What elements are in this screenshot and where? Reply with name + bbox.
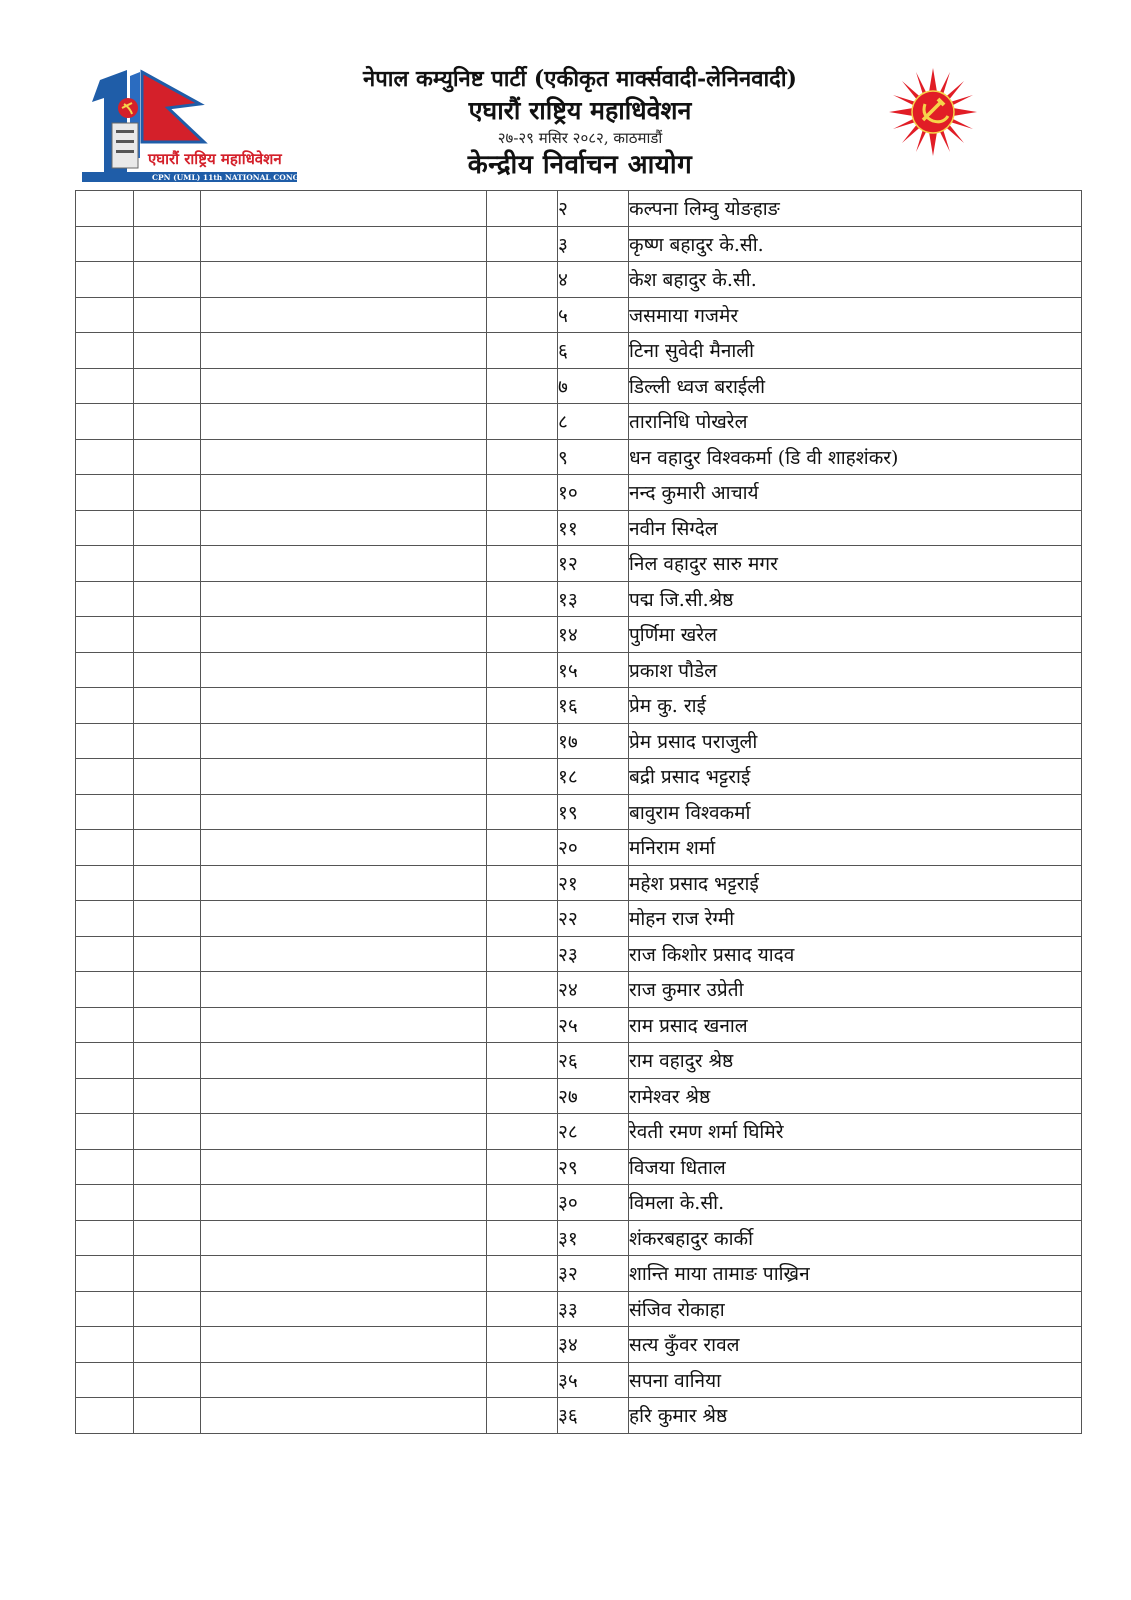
empty-cell bbox=[201, 191, 487, 227]
empty-cell bbox=[487, 439, 558, 475]
empty-cell bbox=[76, 226, 134, 262]
empty-cell bbox=[76, 830, 134, 866]
serial-number: ३ bbox=[558, 226, 629, 262]
table-row bbox=[76, 830, 1082, 866]
empty-cell bbox=[201, 936, 487, 972]
empty-cell bbox=[201, 794, 487, 830]
empty-cell bbox=[201, 759, 487, 795]
empty-cell bbox=[487, 297, 558, 333]
empty-cell bbox=[134, 1362, 201, 1398]
empty-cell bbox=[76, 1256, 134, 1292]
table-row bbox=[76, 1114, 1082, 1150]
table-row bbox=[76, 617, 1082, 653]
empty-cell bbox=[76, 439, 134, 475]
empty-cell bbox=[134, 404, 201, 440]
logo-caption-en: CPN (UML) 11th NATIONAL CONGRESS bbox=[152, 173, 322, 182]
empty-cell bbox=[487, 1362, 558, 1398]
serial-number: २५ bbox=[558, 1007, 629, 1043]
serial-number: ५ bbox=[558, 297, 629, 333]
candidate-name: प्रेम कु. राई bbox=[629, 688, 1082, 724]
serial-number: १० bbox=[558, 475, 629, 511]
candidate-name: धन वहादुर विश्वकर्मा (डि वी शाहशंकर) bbox=[629, 439, 1082, 475]
empty-cell bbox=[487, 1398, 558, 1434]
table-row bbox=[76, 226, 1082, 262]
empty-cell bbox=[134, 439, 201, 475]
empty-cell bbox=[134, 759, 201, 795]
table-row bbox=[76, 1185, 1082, 1221]
empty-cell bbox=[134, 1078, 201, 1114]
empty-cell bbox=[487, 368, 558, 404]
empty-cell bbox=[487, 404, 558, 440]
table-row bbox=[76, 191, 1082, 227]
table-row bbox=[76, 297, 1082, 333]
candidate-name: प्रकाश पौडेल bbox=[629, 652, 1082, 688]
empty-cell bbox=[76, 901, 134, 937]
empty-cell bbox=[487, 191, 558, 227]
empty-cell bbox=[134, 865, 201, 901]
empty-cell bbox=[201, 297, 487, 333]
empty-cell bbox=[201, 688, 487, 724]
empty-cell bbox=[487, 1007, 558, 1043]
empty-cell bbox=[201, 865, 487, 901]
empty-cell bbox=[76, 333, 134, 369]
empty-cell bbox=[134, 1114, 201, 1150]
empty-cell bbox=[487, 546, 558, 582]
document-header bbox=[0, 0, 1131, 190]
serial-number: १६ bbox=[558, 688, 629, 724]
empty-cell bbox=[201, 652, 487, 688]
empty-cell bbox=[76, 546, 134, 582]
serial-number: १४ bbox=[558, 617, 629, 653]
serial-number: ८ bbox=[558, 404, 629, 440]
empty-cell bbox=[201, 1362, 487, 1398]
empty-cell bbox=[76, 510, 134, 546]
empty-cell bbox=[76, 652, 134, 688]
candidate-name: जसमाया गजमेर bbox=[629, 297, 1082, 333]
empty-cell bbox=[76, 1149, 134, 1185]
empty-cell bbox=[134, 475, 201, 511]
empty-cell bbox=[134, 191, 201, 227]
table-row bbox=[76, 865, 1082, 901]
table-row bbox=[76, 1007, 1082, 1043]
serial-number: २३ bbox=[558, 936, 629, 972]
candidate-name: हरि कुमार श्रेष्ठ bbox=[629, 1398, 1082, 1434]
candidate-name: राम वहादुर श्रेष्ठ bbox=[629, 1043, 1082, 1079]
candidate-name: निल वहादुर सारु मगर bbox=[629, 546, 1082, 582]
empty-cell bbox=[201, 1398, 487, 1434]
empty-cell bbox=[487, 1114, 558, 1150]
candidate-name: शंकरबहादुर कार्की bbox=[629, 1220, 1082, 1256]
empty-cell bbox=[487, 1078, 558, 1114]
empty-cell bbox=[201, 901, 487, 937]
empty-cell bbox=[76, 1220, 134, 1256]
empty-cell bbox=[76, 759, 134, 795]
serial-number: ७ bbox=[558, 368, 629, 404]
logo-caption-np: एघारौं राष्ट्रिय महाधिवेशन bbox=[148, 150, 282, 168]
candidate-name: डिल्ली ध्वज बराईली bbox=[629, 368, 1082, 404]
empty-cell bbox=[487, 581, 558, 617]
serial-number: २० bbox=[558, 830, 629, 866]
serial-number: ६ bbox=[558, 333, 629, 369]
empty-cell bbox=[134, 368, 201, 404]
empty-cell bbox=[134, 546, 201, 582]
empty-cell bbox=[76, 1327, 134, 1363]
serial-number: १७ bbox=[558, 723, 629, 759]
table-row bbox=[76, 936, 1082, 972]
empty-cell bbox=[487, 617, 558, 653]
empty-cell bbox=[487, 1185, 558, 1221]
empty-cell bbox=[201, 439, 487, 475]
serial-number: २१ bbox=[558, 865, 629, 901]
empty-cell bbox=[76, 1291, 134, 1327]
empty-cell bbox=[487, 1256, 558, 1292]
empty-cell bbox=[76, 368, 134, 404]
serial-number: २८ bbox=[558, 1114, 629, 1150]
empty-cell bbox=[134, 1007, 201, 1043]
candidate-name: बद्री प्रसाद भट्टराई bbox=[629, 759, 1082, 795]
candidate-name: महेश प्रसाद भट्टराई bbox=[629, 865, 1082, 901]
serial-number: १८ bbox=[558, 759, 629, 795]
candidate-name: प्रेम प्रसाद पराजुली bbox=[629, 723, 1082, 759]
table-row bbox=[76, 1220, 1082, 1256]
empty-cell bbox=[76, 723, 134, 759]
serial-number: ४ bbox=[558, 262, 629, 298]
empty-cell bbox=[134, 1291, 201, 1327]
empty-cell bbox=[201, 226, 487, 262]
serial-number: २ bbox=[558, 191, 629, 227]
candidate-name: राम प्रसाद खनाल bbox=[629, 1007, 1082, 1043]
serial-number: ९ bbox=[558, 439, 629, 475]
serial-number: २२ bbox=[558, 901, 629, 937]
candidate-table bbox=[75, 190, 1082, 1434]
empty-cell bbox=[76, 262, 134, 298]
empty-cell bbox=[201, 1114, 487, 1150]
empty-cell bbox=[487, 652, 558, 688]
empty-cell bbox=[201, 368, 487, 404]
empty-cell bbox=[487, 475, 558, 511]
empty-cell bbox=[487, 1327, 558, 1363]
candidate-name: रेवती रमण शर्मा घिमिरे bbox=[629, 1114, 1082, 1150]
empty-cell bbox=[201, 404, 487, 440]
candidate-name: तारानिधि पोखरेल bbox=[629, 404, 1082, 440]
candidate-name: सत्य कुँवर रावल bbox=[629, 1327, 1082, 1363]
candidate-name: पुर्णिमा खरेल bbox=[629, 617, 1082, 653]
empty-cell bbox=[487, 1149, 558, 1185]
table-row bbox=[76, 1043, 1082, 1079]
empty-cell bbox=[201, 1291, 487, 1327]
candidate-name: मनिराम शर्मा bbox=[629, 830, 1082, 866]
empty-cell bbox=[487, 901, 558, 937]
empty-cell bbox=[487, 262, 558, 298]
empty-cell bbox=[134, 1043, 201, 1079]
empty-cell bbox=[76, 794, 134, 830]
candidate-name: रामेश्वर श्रेष्ठ bbox=[629, 1078, 1082, 1114]
candidate-name: नन्द कुमारी आचार्य bbox=[629, 475, 1082, 511]
serial-number: ३२ bbox=[558, 1256, 629, 1292]
table-row bbox=[76, 1398, 1082, 1434]
empty-cell bbox=[134, 262, 201, 298]
empty-cell bbox=[134, 936, 201, 972]
table-row bbox=[76, 1149, 1082, 1185]
serial-number: ३३ bbox=[558, 1291, 629, 1327]
empty-cell bbox=[76, 688, 134, 724]
empty-cell bbox=[76, 475, 134, 511]
serial-number: २९ bbox=[558, 1149, 629, 1185]
empty-cell bbox=[134, 226, 201, 262]
candidate-name: संजिव रोकाहा bbox=[629, 1291, 1082, 1327]
empty-cell bbox=[201, 1327, 487, 1363]
empty-cell bbox=[487, 1291, 558, 1327]
candidate-name: राज कुमार उप्रेती bbox=[629, 972, 1082, 1008]
empty-cell bbox=[201, 475, 487, 511]
empty-cell bbox=[134, 297, 201, 333]
empty-cell bbox=[134, 972, 201, 1008]
empty-cell bbox=[76, 297, 134, 333]
congress-logo bbox=[82, 68, 322, 186]
candidate-name: मोहन राज रेग्मी bbox=[629, 901, 1082, 937]
empty-cell bbox=[201, 1256, 487, 1292]
empty-cell bbox=[201, 510, 487, 546]
serial-number: ३६ bbox=[558, 1398, 629, 1434]
candidate-name: पद्म जि.सी.श्रेष्ठ bbox=[629, 581, 1082, 617]
table-row bbox=[76, 688, 1082, 724]
serial-number: १५ bbox=[558, 652, 629, 688]
party-star-emblem-icon bbox=[889, 68, 977, 156]
empty-cell bbox=[487, 936, 558, 972]
table-row bbox=[76, 901, 1082, 937]
empty-cell bbox=[76, 404, 134, 440]
party-name: नेपाल कम्युनिष्ट पार्टी (एकीकृत मार्क्सवादी-लेनिनवादी) bbox=[363, 66, 797, 92]
table-row bbox=[76, 510, 1082, 546]
empty-cell bbox=[201, 1185, 487, 1221]
empty-cell bbox=[487, 510, 558, 546]
serial-number: २४ bbox=[558, 972, 629, 1008]
candidate-name: बावुराम विश्वकर्मा bbox=[629, 794, 1082, 830]
empty-cell bbox=[201, 581, 487, 617]
empty-cell bbox=[76, 936, 134, 972]
commission-title: केन्द्रीय निर्वाचन आयोग bbox=[467, 150, 693, 180]
empty-cell bbox=[201, 723, 487, 759]
empty-cell bbox=[76, 972, 134, 1008]
table-row bbox=[76, 475, 1082, 511]
empty-cell bbox=[487, 226, 558, 262]
empty-cell bbox=[134, 1398, 201, 1434]
table-row bbox=[76, 1327, 1082, 1363]
table-row bbox=[76, 1078, 1082, 1114]
empty-cell bbox=[134, 510, 201, 546]
empty-cell bbox=[201, 972, 487, 1008]
empty-cell bbox=[487, 794, 558, 830]
empty-cell bbox=[134, 1220, 201, 1256]
empty-cell bbox=[487, 723, 558, 759]
candidate-name: सपना वानिया bbox=[629, 1362, 1082, 1398]
empty-cell bbox=[134, 333, 201, 369]
serial-number: ३५ bbox=[558, 1362, 629, 1398]
empty-cell bbox=[134, 1327, 201, 1363]
table-row bbox=[76, 652, 1082, 688]
candidate-name: टिना सुवेदी मैनाली bbox=[629, 333, 1082, 369]
serial-number: ११ bbox=[558, 510, 629, 546]
serial-number: ३० bbox=[558, 1185, 629, 1221]
candidate-table-body bbox=[76, 191, 1082, 1434]
table-row bbox=[76, 794, 1082, 830]
empty-cell bbox=[201, 830, 487, 866]
empty-cell bbox=[134, 617, 201, 653]
table-row bbox=[76, 972, 1082, 1008]
serial-number: १९ bbox=[558, 794, 629, 830]
empty-cell bbox=[76, 1185, 134, 1221]
empty-cell bbox=[134, 723, 201, 759]
empty-cell bbox=[134, 901, 201, 937]
table-row bbox=[76, 1362, 1082, 1398]
serial-number: १३ bbox=[558, 581, 629, 617]
empty-cell bbox=[134, 688, 201, 724]
empty-cell bbox=[487, 759, 558, 795]
empty-cell bbox=[134, 581, 201, 617]
empty-cell bbox=[201, 1043, 487, 1079]
table-row bbox=[76, 262, 1082, 298]
candidate-name: केश बहादुर के.सी. bbox=[629, 262, 1082, 298]
serial-number: २७ bbox=[558, 1078, 629, 1114]
candidate-name: विजया धिताल bbox=[629, 1149, 1082, 1185]
empty-cell bbox=[201, 333, 487, 369]
empty-cell bbox=[76, 191, 134, 227]
empty-cell bbox=[76, 617, 134, 653]
serial-number: १२ bbox=[558, 546, 629, 582]
table-row bbox=[76, 1256, 1082, 1292]
table-row bbox=[76, 723, 1082, 759]
empty-cell bbox=[487, 333, 558, 369]
title-block bbox=[330, 64, 830, 182]
empty-cell bbox=[76, 1043, 134, 1079]
empty-cell bbox=[201, 617, 487, 653]
candidate-name: कल्पना लिम्वु योङहाङ bbox=[629, 191, 1082, 227]
candidate-name: नवीन सिग्देल bbox=[629, 510, 1082, 546]
empty-cell bbox=[201, 1007, 487, 1043]
empty-cell bbox=[201, 1149, 487, 1185]
empty-cell bbox=[134, 1149, 201, 1185]
empty-cell bbox=[134, 794, 201, 830]
empty-cell bbox=[134, 1256, 201, 1292]
table-row bbox=[76, 546, 1082, 582]
empty-cell bbox=[487, 1220, 558, 1256]
table-row bbox=[76, 333, 1082, 369]
table-row bbox=[76, 439, 1082, 475]
empty-cell bbox=[76, 1362, 134, 1398]
empty-cell bbox=[76, 1114, 134, 1150]
table-row bbox=[76, 1291, 1082, 1327]
empty-cell bbox=[487, 972, 558, 1008]
empty-cell bbox=[76, 581, 134, 617]
empty-cell bbox=[76, 865, 134, 901]
empty-cell bbox=[487, 1043, 558, 1079]
empty-cell bbox=[76, 1078, 134, 1114]
empty-cell bbox=[76, 1398, 134, 1434]
candidate-name: शान्ति माया तामाङ पाख्रिन bbox=[629, 1256, 1082, 1292]
table-row bbox=[76, 404, 1082, 440]
dates-venue: २७-२९ मसिर २०८२, काठमाडौं bbox=[497, 129, 663, 147]
empty-cell bbox=[134, 1185, 201, 1221]
candidate-name: कृष्ण बहादुर के.सी. bbox=[629, 226, 1082, 262]
table-row bbox=[76, 368, 1082, 404]
empty-cell bbox=[201, 1220, 487, 1256]
serial-number: ३१ bbox=[558, 1220, 629, 1256]
empty-cell bbox=[134, 830, 201, 866]
empty-cell bbox=[487, 688, 558, 724]
candidate-name: विमला के.सी. bbox=[629, 1185, 1082, 1221]
serial-number: २६ bbox=[558, 1043, 629, 1079]
empty-cell bbox=[201, 262, 487, 298]
empty-cell bbox=[134, 652, 201, 688]
empty-cell bbox=[201, 546, 487, 582]
table-row bbox=[76, 759, 1082, 795]
candidate-name: राज किशोर प्रसाद यादव bbox=[629, 936, 1082, 972]
congress-title: एघारौं राष्ट्रिय महाधिवेशन bbox=[468, 96, 692, 125]
empty-cell bbox=[201, 1078, 487, 1114]
empty-cell bbox=[487, 865, 558, 901]
serial-number: ३४ bbox=[558, 1327, 629, 1363]
empty-cell bbox=[487, 830, 558, 866]
empty-cell bbox=[76, 1007, 134, 1043]
table-row bbox=[76, 581, 1082, 617]
